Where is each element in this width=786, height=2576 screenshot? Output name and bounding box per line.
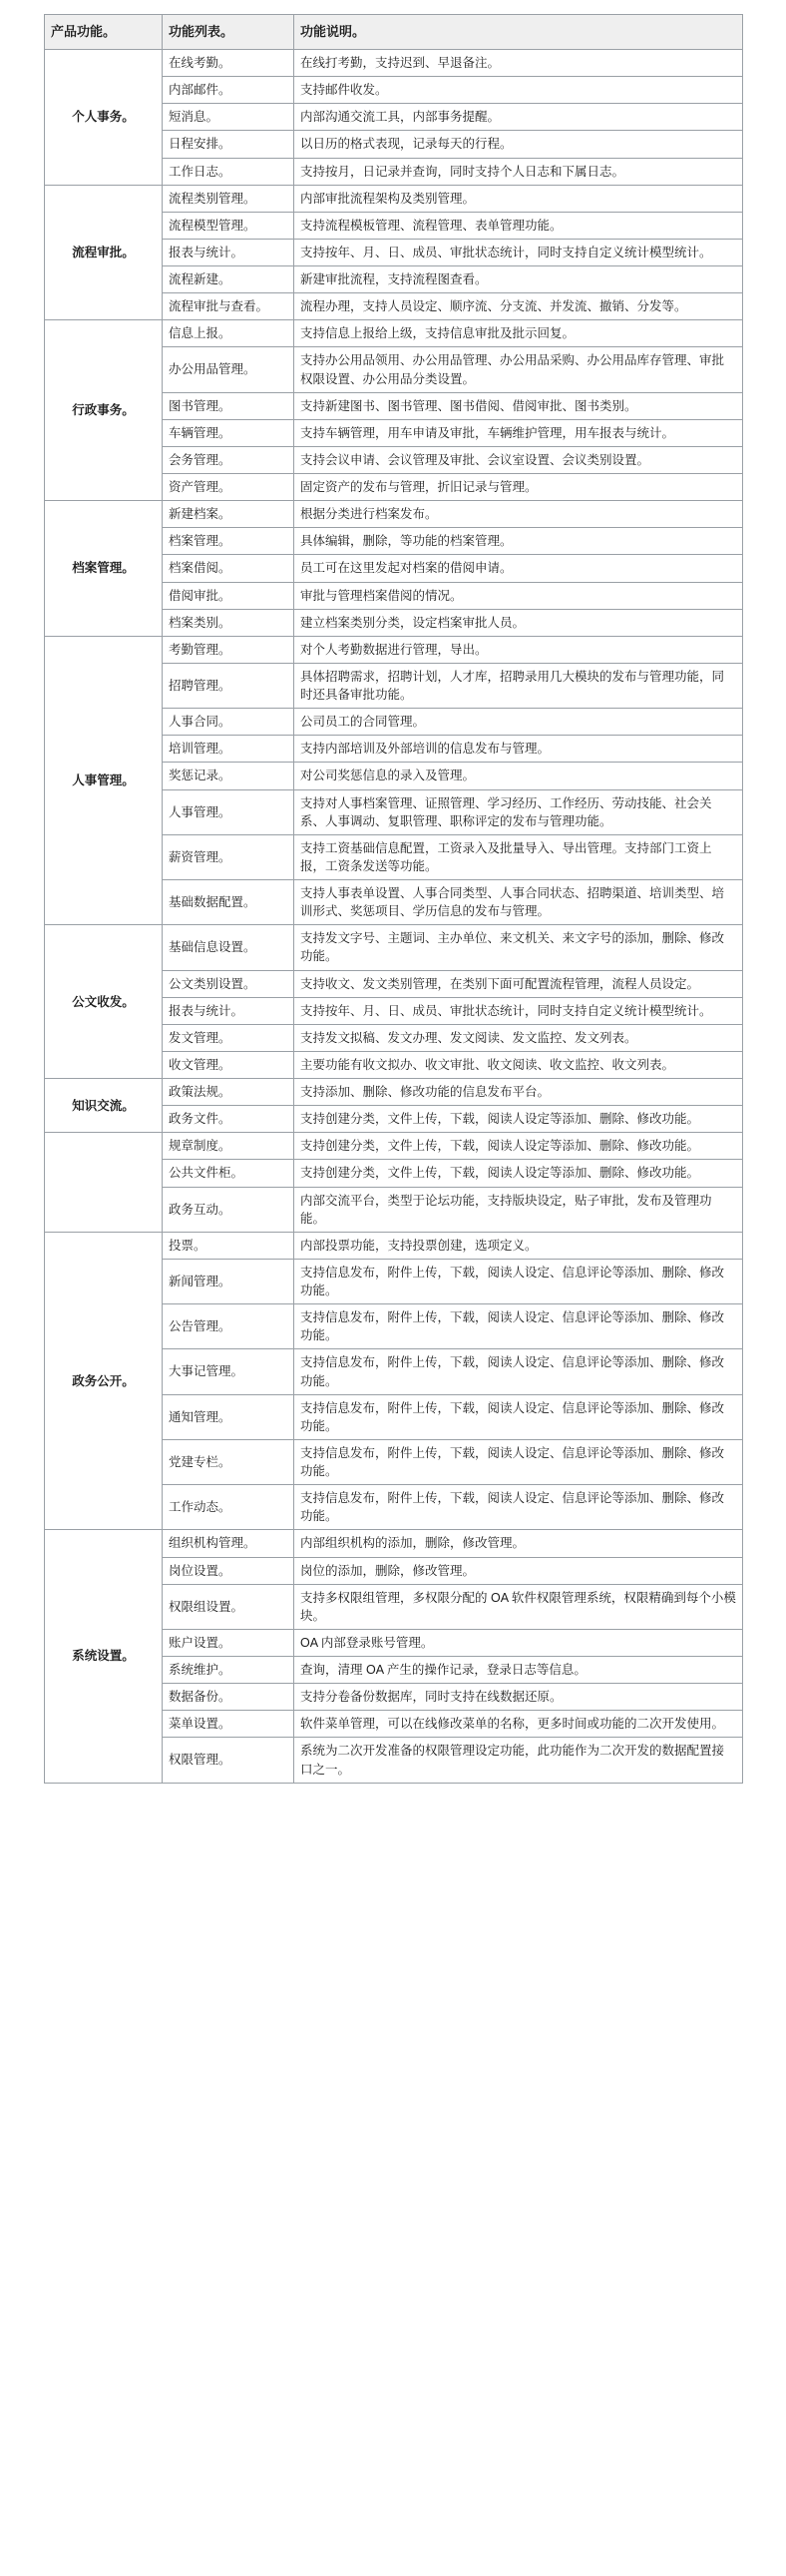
table-row [45,1079,743,1106]
function-item-cell: 车辆管理。 [163,419,294,446]
function-description-cell: 内部组织机构的添加，删除，修改管理。 [294,1530,743,1557]
function-description-cell: 公司员工的合同管理。 [294,709,743,736]
function-description-cell: 根据分类进行档案发布。 [294,501,743,528]
function-description-cell: 支持创建分类，文件上传，下载，阅读人设定等添加、删除、修改功能。 [294,1160,743,1187]
table-row [45,1133,743,1160]
function-item-cell: 短消息。 [163,104,294,131]
table-row [45,925,743,970]
function-item-cell: 档案管理。 [163,528,294,555]
function-description-cell: 支持信息上报给上级，支持信息审批及批示回复。 [294,320,743,347]
function-item-cell: 权限管理。 [163,1738,294,1783]
function-item-cell: 公文类别设置。 [163,970,294,997]
function-item-cell: 基础数据配置。 [163,880,294,925]
group-name-cell: 政务公开。 [45,1232,163,1530]
function-item-cell: 在线考勤。 [163,50,294,77]
table-row [45,320,743,347]
function-item-cell: 菜单设置。 [163,1711,294,1738]
table-header [45,15,743,50]
function-description-cell: 具体编辑，删除，等功能的档案管理。 [294,528,743,555]
function-item-cell: 收文管理。 [163,1051,294,1078]
table-row [45,636,743,663]
group-name-cell: 知识交流。 [45,1079,163,1133]
function-description-cell: 内部审批流程架构及类别管理。 [294,185,743,212]
function-description-cell: 支持流程模板管理、流程管理、表单管理功能。 [294,212,743,239]
function-description-cell: 支持按年、月、日、成员、审批状态统计，同时支持自定义统计模型统计。 [294,239,743,265]
function-item-cell: 系统维护。 [163,1657,294,1684]
function-item-cell: 新闻管理。 [163,1259,294,1303]
function-item-cell: 档案类别。 [163,609,294,636]
table-row [45,1232,743,1259]
function-description-cell: 支持车辆管理，用车申请及审批，车辆维护管理，用车报表与统计。 [294,419,743,446]
function-item-cell: 资产管理。 [163,474,294,501]
function-item-cell: 考勤管理。 [163,636,294,663]
function-description-cell: 支持发文拟稿、发文办理、发文阅读、发文监控、发文列表。 [294,1024,743,1051]
function-item-cell: 档案借阅。 [163,555,294,582]
function-item-cell: 发文管理。 [163,1024,294,1051]
group-name-cell: 流程审批。 [45,185,163,320]
function-description-cell: 固定资产的发布与管理，折旧记录与管理。 [294,474,743,501]
function-description-cell: 支持邮件收发。 [294,77,743,104]
function-item-cell: 投票。 [163,1232,294,1259]
function-item-cell: 会务管理。 [163,446,294,473]
table-body [45,50,743,1784]
function-item-cell: 大事记管理。 [163,1349,294,1394]
function-item-cell: 党建专栏。 [163,1439,294,1484]
function-item-cell: 政策法规。 [163,1079,294,1106]
function-description-cell: 新建审批流程，支持流程图查看。 [294,266,743,293]
group-name-cell: 档案管理。 [45,501,163,637]
function-description-cell: 内部交流平台，类型于论坛功能，支持版块设定，贴子审批，发布及管理功能。 [294,1187,743,1232]
function-description-cell: 支持对人事档案管理、证照管理、学习经历、工作经历、劳动技能、社会关系、人事调动、复职管理、职称评定的发布与管理功能。 [294,789,743,834]
function-description-cell: 支持信息发布，附件上传，下载，阅读人设定、信息评论等添加、删除、修改功能。 [294,1394,743,1439]
function-item-cell: 岗位设置。 [163,1557,294,1584]
function-description-cell: 对个人考勤数据进行管理，导出。 [294,636,743,663]
function-description-cell: 支持新建图书、图书管理、图书借阅、借阅审批、图书类别。 [294,392,743,419]
function-item-cell: 账户设置。 [163,1629,294,1656]
group-name-cell: 系统设置。 [45,1530,163,1783]
function-item-cell: 通知管理。 [163,1394,294,1439]
function-item-cell: 流程审批与查看。 [163,293,294,320]
function-item-cell: 办公用品管理。 [163,347,294,392]
function-item-cell: 人事管理。 [163,789,294,834]
function-description-cell: 查询，清理 OA 产生的操作记录，登录日志等信息。 [294,1657,743,1684]
function-item-cell: 人事合同。 [163,709,294,736]
function-description-cell: 具体招聘需求，招聘计划，人才库，招聘录用几大模块的发布与管理功能，同时还具备审批功能。 [294,663,743,708]
function-item-cell: 图书管理。 [163,392,294,419]
function-item-cell: 政务互动。 [163,1187,294,1232]
function-description-cell: 岗位的添加，删除，修改管理。 [294,1557,743,1584]
function-description-cell: 支持按月，日记录并查询，同时支持个人日志和下属日志。 [294,158,743,185]
function-item-cell: 报表与统计。 [163,239,294,265]
function-item-cell: 政务文件。 [163,1106,294,1133]
function-description-cell: 支持发文字号、主题词、主办单位、来文机关、来文字号的添加，删除、修改功能。 [294,925,743,970]
function-description-cell: OA 内部登录账号管理。 [294,1629,743,1656]
function-description-cell: 以日历的格式表现，记录每天的行程。 [294,131,743,158]
function-item-cell: 公告管理。 [163,1304,294,1349]
function-description-cell: 对公司奖惩信息的录入及管理。 [294,763,743,789]
function-description-cell: 支持分卷备份数据库，同时支持在线数据还原。 [294,1684,743,1711]
function-description-cell: 支持按年、月、日、成员、审批状态统计，同时支持自定义统计模型统计。 [294,997,743,1024]
function-item-cell: 流程新建。 [163,266,294,293]
function-item-cell: 工作动态。 [163,1485,294,1530]
product-feature-table [44,14,743,1784]
function-description-cell: 支持信息发布，附件上传，下载，阅读人设定、信息评论等添加、删除、修改功能。 [294,1259,743,1303]
table-row [45,1530,743,1557]
column-header-function-list: 功能列表。 [163,15,294,50]
group-name-cell: 公文收发。 [45,925,163,1079]
function-description-cell: 支持多权限组管理，多权限分配的 OA 软件权限管理系统，权限精确到每个小模块。 [294,1584,743,1629]
function-description-cell: 支持信息发布，附件上传，下载，阅读人设定、信息评论等添加、删除、修改功能。 [294,1439,743,1484]
group-name-cell: 个人事务。 [45,50,163,186]
function-item-cell: 借阅审批。 [163,582,294,609]
function-item-cell: 规章制度。 [163,1133,294,1160]
function-description-cell: 支持添加、删除、修改功能的信息发布平台。 [294,1079,743,1106]
function-description-cell: 支持创建分类，文件上传，下载，阅读人设定等添加、删除、修改功能。 [294,1106,743,1133]
function-item-cell: 流程模型管理。 [163,212,294,239]
function-item-cell: 公共文件柜。 [163,1160,294,1187]
column-header-function-description: 功能说明。 [294,15,743,50]
group-name-cell: 人事管理。 [45,636,163,925]
column-header-product-function: 产品功能。 [45,15,163,50]
function-description-cell: 内部沟通交流工具，内部事务提醒。 [294,104,743,131]
function-description-cell: 支持收文、发文类别管理，在类别下面可配置流程管理，流程人员设定。 [294,970,743,997]
function-item-cell: 内部邮件。 [163,77,294,104]
function-description-cell: 审批与管理档案借阅的情况。 [294,582,743,609]
function-description-cell: 系统为二次开发准备的权限管理设定功能，此功能作为二次开发的数据配置接口之一。 [294,1738,743,1783]
function-description-cell: 支持工资基础信息配置，工资录入及批量导入、导出管理。支持部门工资上报，工资条发送等功能。 [294,834,743,879]
function-item-cell: 报表与统计。 [163,997,294,1024]
function-item-cell: 流程类别管理。 [163,185,294,212]
function-description-cell: 支持信息发布，附件上传，下载，阅读人设定、信息评论等添加、删除、修改功能。 [294,1304,743,1349]
group-name-cell: 行政事务。 [45,320,163,501]
function-description-cell: 内部投票功能，支持投票创建，选项定义。 [294,1232,743,1259]
function-item-cell: 工作日志。 [163,158,294,185]
function-description-cell: 支持会议申请、会议管理及审批、会议室设置、会议类别设置。 [294,446,743,473]
function-description-cell: 建立档案类别分类，设定档案审批人员。 [294,609,743,636]
function-item-cell: 组织机构管理。 [163,1530,294,1557]
function-item-cell: 日程安排。 [163,131,294,158]
function-description-cell: 支持内部培训及外部培训的信息发布与管理。 [294,736,743,763]
function-item-cell: 信息上报。 [163,320,294,347]
function-item-cell: 新建档案。 [163,501,294,528]
function-item-cell: 招聘管理。 [163,663,294,708]
table-row [45,501,743,528]
table-row [45,185,743,212]
function-item-cell: 权限组设置。 [163,1584,294,1629]
function-description-cell: 员工可在这里发起对档案的借阅申请。 [294,555,743,582]
function-item-cell: 奖惩记录。 [163,763,294,789]
group-name-cell [45,1133,163,1233]
function-description-cell: 支持信息发布，附件上传，下载，阅读人设定、信息评论等添加、删除、修改功能。 [294,1349,743,1394]
function-description-cell: 主要功能有收文拟办、收文审批、收文阅读、收文监控、收文列表。 [294,1051,743,1078]
function-item-cell: 薪资管理。 [163,834,294,879]
table-header-row [45,15,743,50]
function-description-cell: 流程办理，支持人员设定、顺序流、分支流、并发流、撤销、分发等。 [294,293,743,320]
function-item-cell: 培训管理。 [163,736,294,763]
function-description-cell: 软件菜单管理，可以在线修改菜单的名称，更多时间或功能的二次开发使用。 [294,1711,743,1738]
function-item-cell: 数据备份。 [163,1684,294,1711]
function-description-cell: 支持人事表单设置、人事合同类型、人事合同状态、招聘渠道、培训类型、培训形式、奖惩项目、学历信息的发布与管理。 [294,880,743,925]
function-description-cell: 在线打考勤，支持迟到、早退备注。 [294,50,743,77]
function-description-cell: 支持创建分类，文件上传，下载，阅读人设定等添加、删除、修改功能。 [294,1133,743,1160]
function-description-cell: 支持信息发布，附件上传，下载，阅读人设定、信息评论等添加、删除、修改功能。 [294,1485,743,1530]
function-description-cell: 支持办公用品领用、办公用品管理、办公用品采购、办公用品库存管理、审批权限设置、办公用品分类设置。 [294,347,743,392]
function-item-cell: 基础信息设置。 [163,925,294,970]
table-row [45,50,743,77]
